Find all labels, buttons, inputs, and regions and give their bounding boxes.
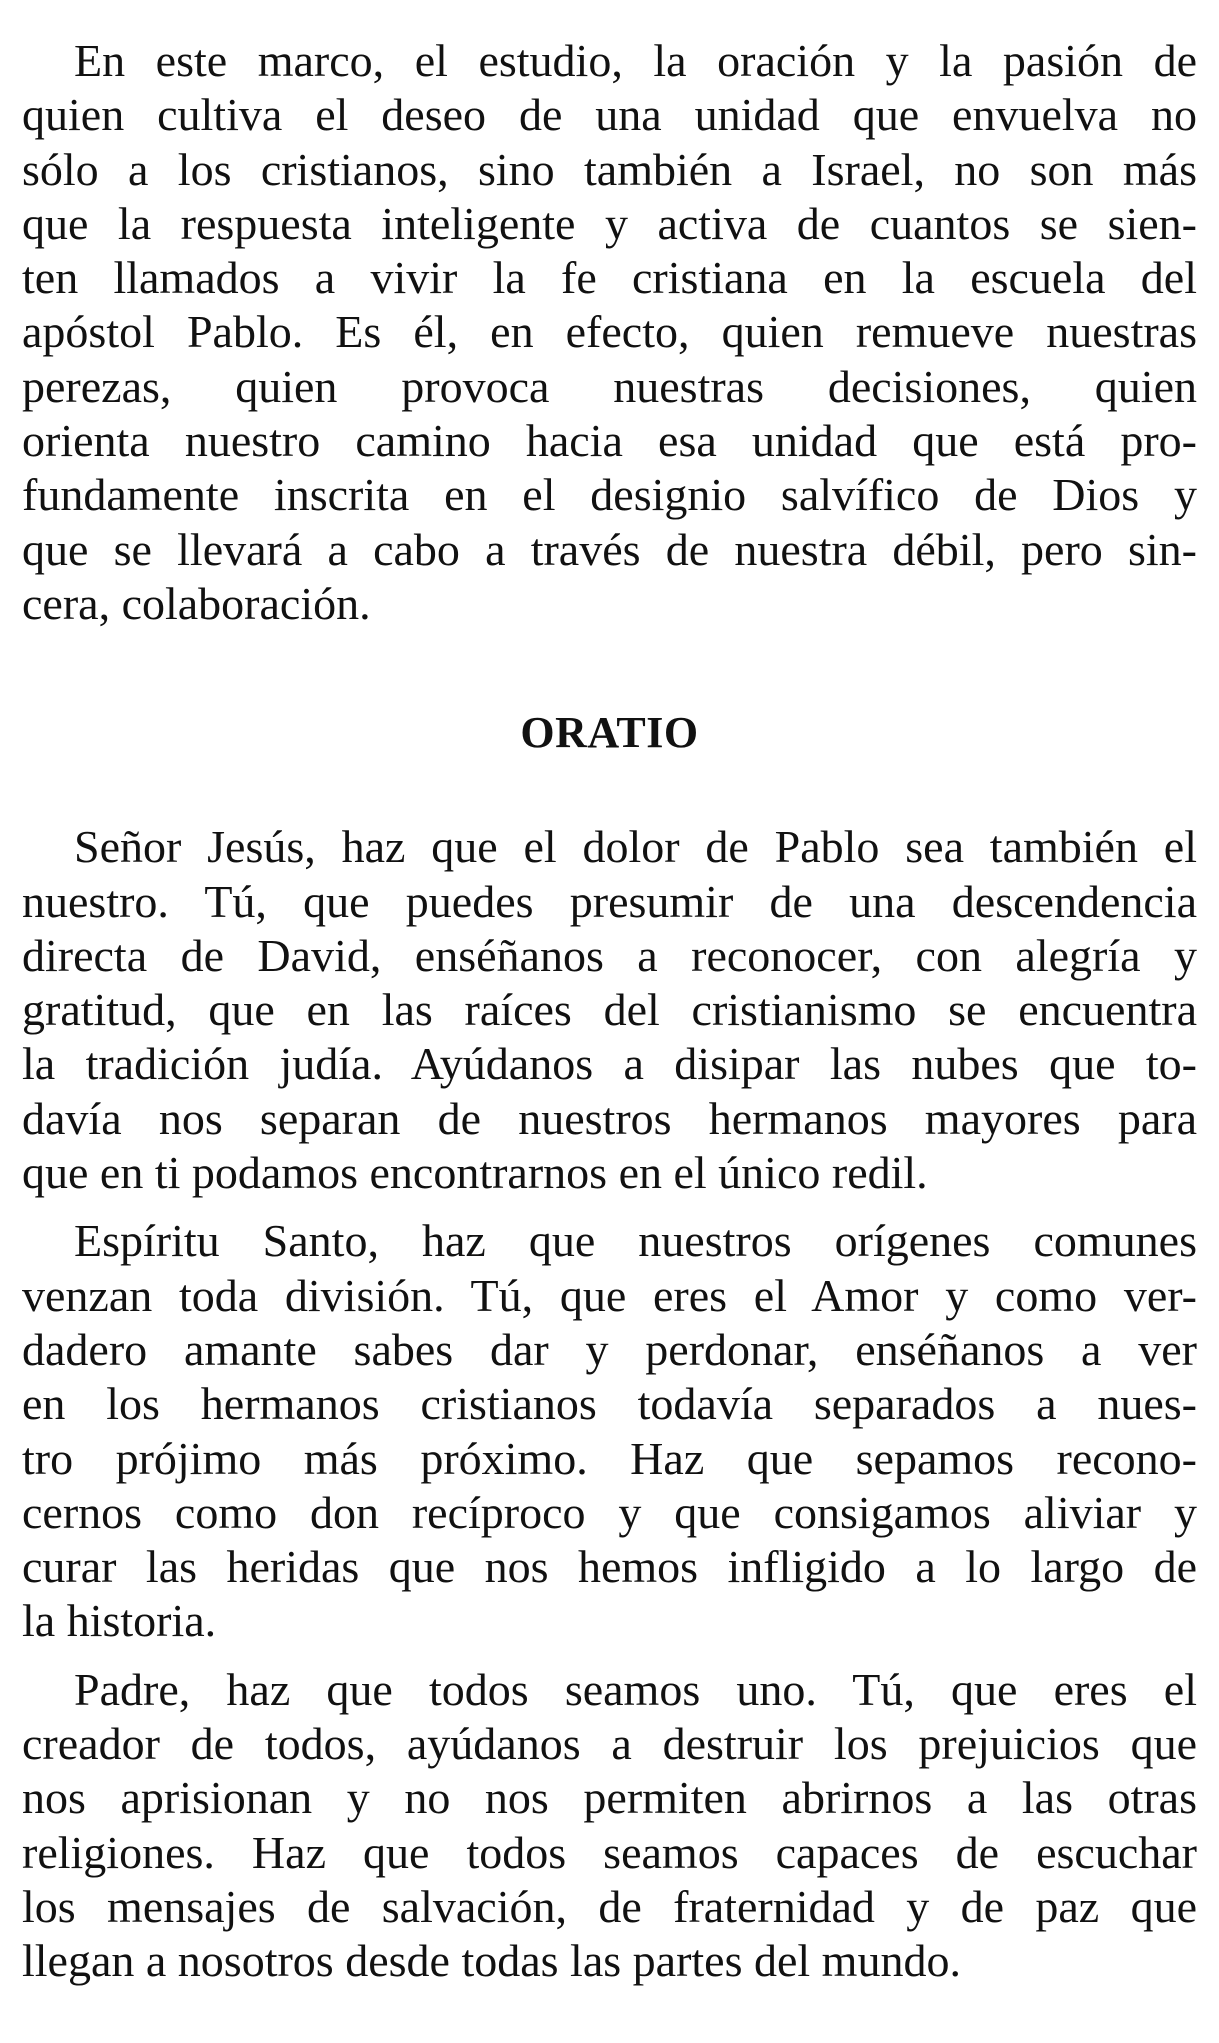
text-line: que se llevará a cabo a través de nuestra débil, pero sin- — [22, 523, 1197, 575]
text-line: la tradición judía. Ayúdanos a disipar las nubes que to- — [22, 1038, 1197, 1090]
section-heading: ORATIO — [520, 708, 699, 758]
text-line: ten llamados a vivir la fe cristiana en la escuela del — [22, 252, 1197, 304]
prayer-paragraph-father — [22, 1663, 1197, 1989]
text-line: curar las heridas que nos hemos infligido a lo largo de — [22, 1541, 1197, 1593]
text-line: directa de David, enséñanos a reconocer, con alegría y — [22, 929, 1197, 981]
book-page — [22, 34, 1197, 1989]
text-line: que en ti podamos encontrarnos en el único redil. — [22, 1147, 928, 1199]
text-line: que la respuesta inteligente y activa de cuantos se sien- — [22, 197, 1197, 249]
text-line: llegan a nosotros desde todas las partes del mundo. — [22, 1935, 961, 1987]
text-line: fundamente inscrita en el designio salvífico de Dios y — [22, 469, 1197, 521]
text-line: gratitud, que en las raíces del cristianismo se encuentra — [22, 984, 1197, 1036]
text-line: sólo a los cristianos, sino también a Israel, no son más — [22, 143, 1197, 195]
text-line: apóstol Pablo. Es él, en efecto, quien remueve nuestras — [22, 306, 1197, 358]
text-line: religiones. Haz que todos seamos capaces de escuchar — [22, 1826, 1197, 1878]
text-line: perezas, quien provoca nuestras decisiones, quien — [22, 360, 1197, 412]
text-line: orienta nuestro camino hacia esa unidad que está pro- — [22, 415, 1197, 467]
text-line: Padre, haz que todos seamos uno. Tú, que eres el — [74, 1663, 1197, 1715]
text-line: los mensajes de salvación, de fraternidad y de paz que — [22, 1880, 1197, 1932]
text-line: davía nos separan de nuestros hermanos mayores para — [22, 1092, 1197, 1144]
intro-paragraph — [22, 34, 1197, 631]
text-line: tro prójimo más próximo. Haz que sepamos recono- — [22, 1432, 1197, 1484]
text-line: en los hermanos cristianos todavía separados a nues- — [22, 1378, 1197, 1430]
text-line: quien cultiva el deseo de una unidad que envuelva no — [22, 89, 1197, 141]
prayer-paragraph-jesus — [22, 820, 1197, 1200]
text-line: cernos como don recíproco y que consigamos aliviar y — [22, 1486, 1197, 1538]
text-line: Señor Jesús, haz que el dolor de Pablo sea también el — [74, 821, 1197, 873]
text-line: cera, colaboración. — [22, 577, 371, 629]
text-line: venzan toda división. Tú, que eres el Amor y como ver- — [22, 1269, 1197, 1321]
text-line: creador de todos, ayúdanos a destruir los prejuicios que — [22, 1718, 1197, 1770]
prayer-paragraph-spirit — [22, 1214, 1197, 1648]
text-line: la historia. — [22, 1595, 217, 1647]
text-line: En este marco, el estudio, la oración y la pasión de — [74, 35, 1197, 86]
text-line: dadero amante sabes dar y perdonar, enséñanos a ver — [22, 1323, 1197, 1375]
text-line: nos aprisionan y no nos permiten abrirnos a las otras — [22, 1772, 1197, 1824]
text-line: Espíritu Santo, haz que nuestros orígenes comunes — [74, 1215, 1197, 1267]
text-line: nuestro. Tú, que puedes presumir de una descendencia — [22, 875, 1197, 927]
